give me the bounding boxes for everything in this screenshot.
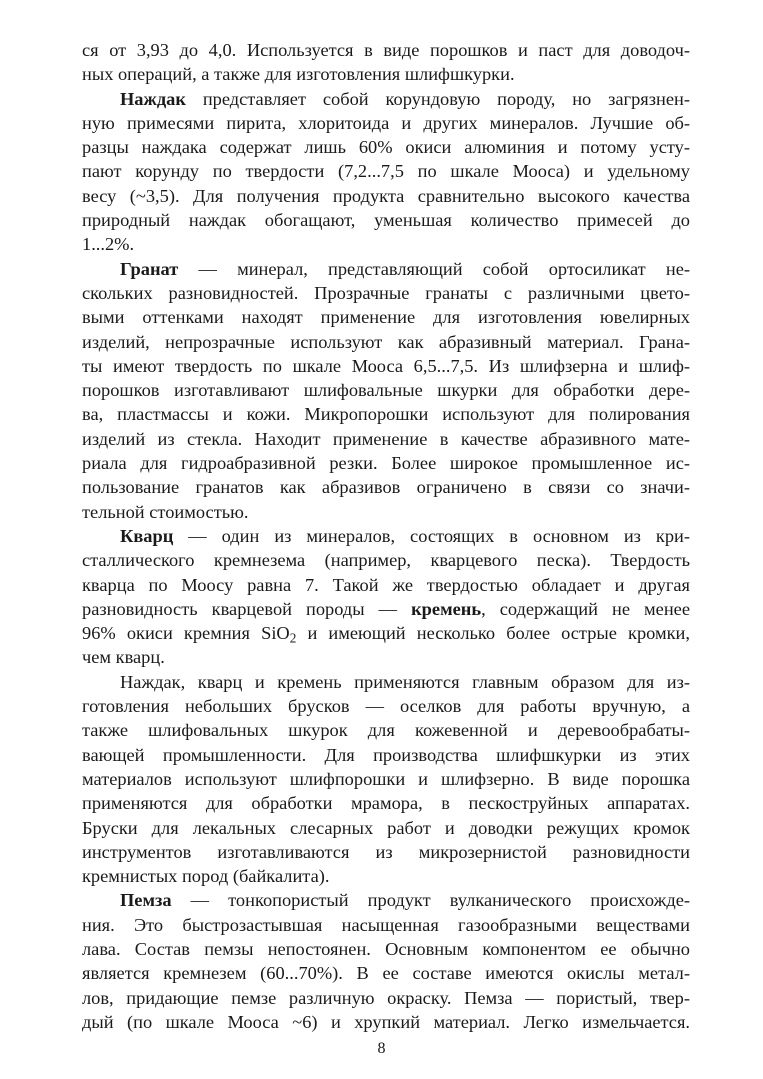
term-quartz: Кварц <box>120 525 174 546</box>
text-line: весу (~3,5). Для получения продукта сравнительно высокого качества <box>82 185 690 206</box>
text-line: применяются для обработки мрамора, в пескоструйных аппаратах. <box>82 793 690 814</box>
text-line: вающей промышленности. Для производства шлифшкурки из этих <box>82 744 690 765</box>
text-line: готовления небольших брусков — оселков для работы вручную, а <box>82 696 690 717</box>
term-garnet: Гранат <box>120 258 179 279</box>
paragraph-pumice <box>82 888 690 1034</box>
text-line: риала для гидроабразивной резки. Более широкое промышленное ис- <box>82 453 690 474</box>
text-fragment: и имеющий несколько более острые кромки, <box>296 623 691 644</box>
text-fragment: , содержащий не менее <box>481 598 690 619</box>
text-line <box>82 524 690 548</box>
text-fragment: 96% окиси кремния SiO <box>82 623 290 644</box>
text-line: лов, придающие пемзе различную окраску. Пемза — пористый, твер- <box>82 987 690 1008</box>
text-line: материалов используют шлифпорошки и шлифзерно. В виде порошка <box>82 768 690 789</box>
term-pumice: Пемза <box>120 890 172 911</box>
text-fragment: — тонкопористый продукт вулканического происхожде- <box>171 890 690 911</box>
term-flint: кремень <box>411 598 482 619</box>
text-line: скольких разновидностей. Прозрачные гранаты с различными цвето- <box>82 282 690 303</box>
text-line: изделий, непрозрачные используют как абразивный материал. Грана- <box>82 331 690 352</box>
text-line: сталлического кремнезема (например, кварцевого песка). Твердость <box>82 550 690 571</box>
text-fragment: разновидность кварцевой породы — <box>82 598 412 619</box>
text-line: дый (по шкале Мооса ~6) и хрупкий материал. Легко измельчается. <box>82 1011 690 1032</box>
text-line: Наждак, кварц и кремень применяются главным образом для из- <box>120 671 690 692</box>
text-line: лава. Состав пемзы непостоянен. Основным компонентом ее обычно <box>82 938 690 959</box>
text-line: ва, пластмассы и кожи. Микропорошки используют для полирования <box>82 404 690 425</box>
text-line: Бруски для лекальных слесарных работ и доводки режущих кромок <box>82 817 690 838</box>
term-emery: Наждак <box>120 88 186 109</box>
text-line: ную примесями пирита, хлоритоида и других минералов. Лучшие об- <box>82 112 690 133</box>
text-fragment: — один из минералов, состоящих в основном из кри- <box>173 525 690 546</box>
text-fragment: представляет собой корундовую породу, но загрязнен- <box>185 88 690 109</box>
text-line: инструментов изготавливаются из микрозернистой разновидности <box>82 841 690 862</box>
text-line: 1...2%. <box>82 234 135 255</box>
text-line: разцы наждака содержат лишь 60% окиси алюминия и потому усту- <box>82 137 690 158</box>
text-line <box>82 597 690 621</box>
text-line: чем кварц. <box>82 647 165 668</box>
text-line: тельной стоимостью. <box>82 501 249 522</box>
paragraph-usage <box>82 670 690 889</box>
text-line: изделий из стекла. Находит применение в качестве абразивного мате- <box>82 428 690 449</box>
page-body <box>82 38 690 1034</box>
page-number: 8 <box>377 1040 386 1057</box>
paragraph-quartz <box>82 524 690 670</box>
text-line: ных операций, а также для изготовления шлифшкурки. <box>82 64 515 85</box>
subscript: 2 <box>289 630 297 646</box>
paragraph-garnet <box>82 257 690 524</box>
text-line <box>82 888 690 912</box>
text-line: порошков изготавливают шлифовальные шкурки для обработки дере- <box>82 380 690 401</box>
text-line: ты имеют твердость по шкале Мооса 6,5...7,5. Из шлифзерна и шлиф- <box>82 355 690 376</box>
text-line: кварца по Моосу равна 7. Такой же твердостью обладает и другая <box>82 574 690 595</box>
text-fragment: — минерал, представляющий собой ортосиликат не- <box>178 258 690 279</box>
paragraph-continuation <box>82 38 690 87</box>
text-line: природный наждак обогащают, уменьшая количество примесей до <box>82 210 690 231</box>
text-line <box>82 87 690 111</box>
text-line: ся от 3,93 до 4,0. Используется в виде порошков и паст для доводоч- <box>82 40 690 60</box>
text-line: выми оттенками находят применение для изготовления ювелирных <box>82 307 690 328</box>
text-line: кремнистых пород (байкалита). <box>82 866 330 887</box>
text-line: также шлифовальных шкурок для кожевенной и деревообрабаты- <box>82 720 690 741</box>
text-line: пают корунду по твердости (7,2...7,5 по шкале Мооса) и удельному <box>82 161 690 182</box>
paragraph-emery <box>82 87 690 257</box>
text-line: ния. Это быстрозастывшая насыщенная газообразными веществами <box>82 914 690 935</box>
text-line <box>82 257 690 281</box>
text-line: пользование гранатов как абразивов ограничено в связи со значи- <box>82 477 690 498</box>
text-line: является кремнезем (60...70%). В ее составе имеются окислы метал- <box>82 963 690 984</box>
text-line <box>82 621 690 645</box>
